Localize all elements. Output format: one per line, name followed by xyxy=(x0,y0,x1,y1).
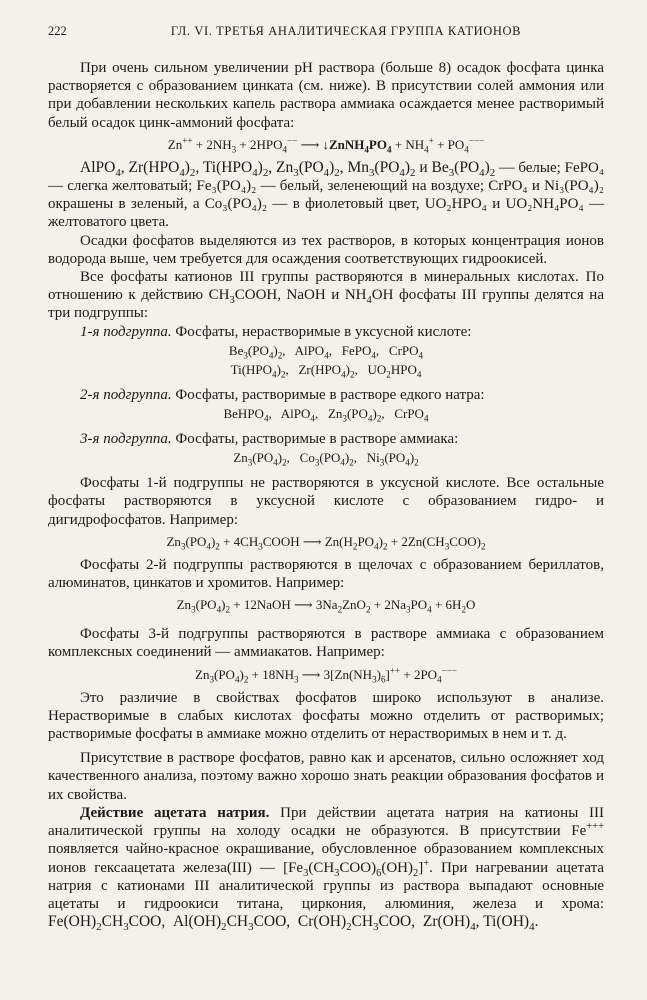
subgroup-2-heading: 2-я подгруппа. Фосфаты, растворимые в растворе едкого натра: xyxy=(80,386,485,403)
page-number: 222 xyxy=(48,24,67,38)
subgroup-1-formulas-line2: $Ti(HPO_4)_2$, $Zr(HPO_4)_2$, $UO_2HPO_4$ xyxy=(230,361,422,380)
paragraph-subgroup-1-acetic: Фосфаты 1-й подгруппы не растворяются в уксусной кислоте. Все остальные фосфаты растворяются в уксусной кислоте с образованием гидро- и дигидрофосфатов. Например: xyxy=(48,475,604,528)
subgroup-3-heading: 3-я подгруппа. Фосфаты, растворимые в растворе аммиака: xyxy=(80,431,459,448)
phosphate-colors-text: белые; FePO₄ — слегка желтоватый; Fe₃(PO₄)₂ — белый, зеленеющий на воздухе; CrPO₄ и Ni₃(PO₄)₂ окрашены в зеленый, а Co₃(PO₄)₂ — в фиолетовый цвет, UO₂HPO₄ и UO₂NH₄PO₄ — желтоватого цвета. xyxy=(48,159,605,231)
equation-zinc-ammonium-phosphate: $Zn^{++} + 2NH_3 + 2HPO_4^{--}$ ⟶ $↓ZnNH_4PO_4 + NH_4^+ + PO_4^{---}$ xyxy=(167,135,485,155)
page-header xyxy=(48,24,604,39)
equation-acetic-acid: $Zn_3(PO_4)_2$ + $4CH_3COOH$ ⟶ $Zn(H_2PO_4)_2 + 2Zn(CH_3COO)_2$ xyxy=(166,533,486,552)
equation-sodium-hydroxide: $Zn_3(PO_4)_2$ + 12NaOH ⟶ $3Na_2ZnO_2 + 2Na_3PO_4 + 6H_2O$ xyxy=(176,597,476,615)
paragraph-arsenates: Присутствие в растворе фосфатов, равно как и арсенатов, сильно осложняет ход качественного анализа, поэтому важно хорошо знать реакции образования фосфатов и их свойства. xyxy=(48,750,604,803)
paragraph-zinc-phosphate: При очень сильном увеличении pH раствора (больше 8) осадок фосфата цинка растворяется с образованием цинката (см. ниже). В присутствии солей аммония или при добавлении нескольких капель раствора аммиака осаждается менее растворимый белый осадок цинк-аммоний фосфата: xyxy=(48,60,604,131)
equation-ammonia: $Zn_3(PO_4)_2 + 18NH_3$ ⟶ $3[Zn(NH_3)_6]^{++} + 2PO_4^{---}$ xyxy=(195,665,457,685)
book-page xyxy=(48,24,605,934)
subgroup-2-formulas: BeHPO$_4$, AlPO$_4$, $Zn_3(PO_4)_2$, CrPO$_4$ xyxy=(223,406,429,424)
paragraph-subgroup-3-ammonia: Фосфаты 3-й подгруппы растворяются в растворе аммиака с образованием комплексных соединений — аммиакатов. Например: xyxy=(48,626,604,661)
paragraph-subgroups-intro: Все фосфаты катионов III группы растворяются в минеральных кислотах. По отношению к действию $CH_3COOH$, NaOH и $NH_4OH$ фосфаты III группы делятся на три подгруппы: xyxy=(48,269,604,322)
paragraph-sodium-acetate: Действие ацетата натрия. При действии ацетата натрия на катионы III аналитической группы на холоду осадки не образуются. В присутствии Fe+++ появляется чайно-красное окрашивание, обусловленное образованием комплексных ионов гексаацетата железа(III) — $[Fe_3(CH_3COO)_6(OH)_2]^+$. При нагревании ацетата натрия с катионами III аналитической группы из раствора выпадают основные ацетаты и гидроокиси титана, циркония, алюминия, железа и хрома: $Fe(OH)_2CH_3COO$, $Al(OH)_2CH_3COO$, $Cr(OH)_2CH_3COO$, $Zr(OH)_4$, $Ti(OH)_4$. xyxy=(48,804,604,934)
subgroup-1-formulas-line1: $Be_3(PO_4)_2$, AlPO$_4$, FePO$_4$, CrPO$_4$ xyxy=(228,342,424,361)
subgroup-3-formulas: $Zn_3(PO_4)_2$, $Co_3(PO_4)_2$, $Ni_3(PO_4)_2$ xyxy=(233,450,419,468)
subgroup-1-heading: 1-я подгруппа. Фосфаты, нерастворимые в уксусной кислоте: xyxy=(80,323,472,340)
paragraph-analysis-use: Это различие в свойствах фосфатов широко используют в анализе. Нерастворимые в слабых кислотах фосфаты можно отделить от растворимых; растворимые фосфаты в аммиаке можно отделить от нерастворимых в нем и т. д. xyxy=(48,689,604,743)
paragraph-subgroup-2-alkali: Фосфаты 2-й подгруппы растворяются в щелочах с образованием бериллатов, алюминатов, цинкатов и хромитов. Например: xyxy=(48,556,604,592)
chapter-title: ГЛ. VI. ТРЕТЬЯ АНАЛИТИЧЕСКАЯ ГРУППА КАТИОНОВ xyxy=(170,24,522,38)
paragraph-precipitation: Осадки фосфатов выделяются из тех растворов, в которых концентрация ионов водорода выше, чем требуется для осаждения соответствующих гидроокисей. xyxy=(48,232,604,267)
paragraph-phosphate-colors: AlPO$_4$, $Zr(HPO_4)_2$, $Ti(HPO_4)_2$, $Zn_3(PO_4)_2$, $Mn_3(PO_4)_2$ и $Be_3(PO_4)_2$ — белые; FePO₄ — слегка желтоватый; Fe₃(PO₄)₂ — белый, зеленеющий на воздухе; CrPO₄ и Ni₃(PO₄)₂ окрашены в зеленый, а Co₃(PO₄)₂ — в фиолетовый цвет, UO₂HPO₄ и UO₂NH₄PO₄ — желтоватого цвета. xyxy=(48,158,605,231)
